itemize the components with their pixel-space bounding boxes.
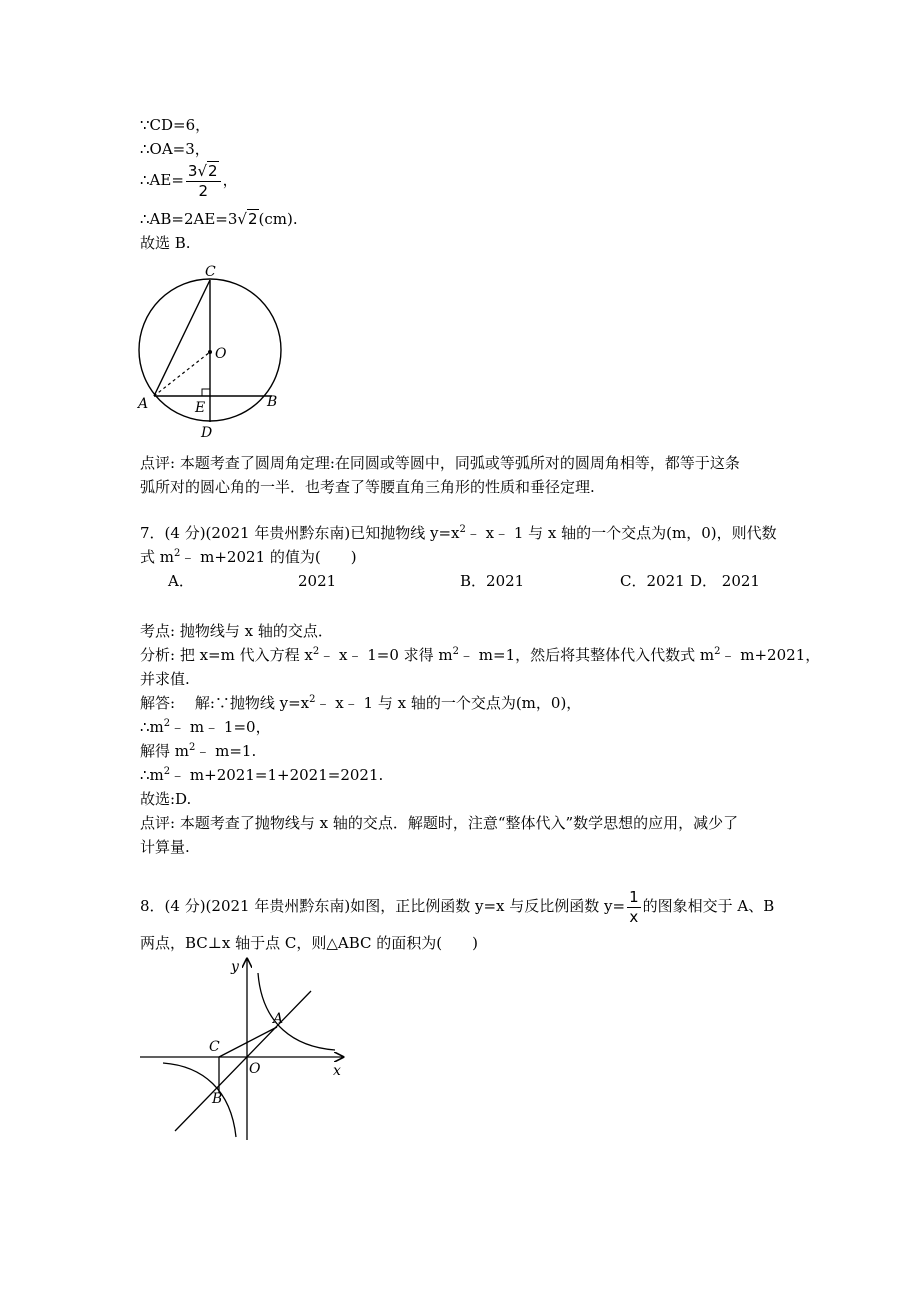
step-1-a: ∴m — [140, 718, 164, 736]
sqrt-symbol: √2 — [237, 210, 258, 228]
q7-stem-d: 式 m — [140, 548, 174, 566]
solution-line-oa: ∴OA=3， — [140, 140, 210, 158]
ab-radicand: 2 — [247, 210, 258, 228]
step-4-answer: 故选:D. — [140, 790, 192, 808]
line-y-equals-x — [175, 991, 311, 1131]
q8-stem-line-2: 两点，BC⊥x 轴于点 C，则△ABC 的面积为( ) — [140, 934, 478, 952]
jieda-c: ﹣ x﹣ 1 与 x 轴的一个交点为(m，0)， — [315, 694, 582, 712]
q7-review-line-2: 计算量. — [140, 838, 190, 856]
label-y: y — [231, 959, 239, 975]
exponent: 2 — [189, 742, 196, 753]
exponent: 2 — [163, 718, 171, 729]
option-b: B．2021 — [460, 572, 525, 590]
ae-suffix: ， — [222, 171, 238, 189]
kaodian-line: 考点: 抛物线与 x 轴的交点． — [140, 622, 333, 640]
exponent: 2 — [312, 646, 320, 657]
exponent: 2 — [452, 646, 460, 657]
q7-stem-line-1 — [140, 522, 777, 544]
q8-stem-b: 的图象相交于 A、B — [642, 897, 775, 915]
q7-stem-a: 7．(4 分)(2021 年贵州黔东南)已知抛物线 y=x — [140, 524, 460, 542]
option-d: D． 2021 — [690, 572, 760, 590]
label-e: E — [195, 400, 206, 416]
review-line-1: 点评: 本题考查了圆周角定理:在同圆或等圆中，同弧或等弧所对的圆周角相等，都等于这条 — [140, 454, 740, 472]
solution-answer: 故选 B. — [140, 234, 191, 252]
fenxi-line-2: 并求值. — [140, 670, 190, 688]
review-line-2: 弧所对的圆心角的一半．也考查了等腰直角三角形的性质和垂径定理. — [140, 478, 595, 496]
right-angle-mark — [202, 389, 210, 396]
exponent: 2 — [459, 524, 466, 535]
step-2 — [140, 740, 256, 762]
solution-line-ae — [140, 160, 238, 201]
hyperbola-branch-2 — [163, 1063, 236, 1137]
jieda-line — [140, 692, 581, 714]
label-b: B — [267, 394, 278, 410]
fenxi-a: 分析: 把 x=m 代入方程 x — [140, 646, 313, 664]
exponent: 2 — [714, 646, 721, 657]
center-point — [208, 350, 212, 354]
q7-stem-line-2 — [140, 546, 357, 568]
ae-num-radicand: 2 — [208, 161, 218, 180]
step-3 — [140, 764, 383, 786]
step-1 — [140, 716, 271, 738]
label-d: D — [201, 425, 213, 441]
label-x: x — [333, 1063, 341, 1079]
label-c: C — [205, 264, 216, 280]
q7-review-line-1: 点评: 本题考查了抛物线与 x 轴的交点．解题时，注意“整体代入”数学思想的应用，减少了 — [140, 814, 739, 832]
step-2-c: ﹣ m=1. — [195, 742, 257, 760]
sqrt-symbol: √2 — [197, 161, 218, 180]
circle-figure — [132, 262, 292, 442]
step-1-c: ﹣ m﹣ 1=0， — [170, 718, 271, 736]
segment-ca — [219, 1027, 277, 1057]
jieda-a: 解答: 解:∵抛物线 y=x — [140, 694, 310, 712]
exponent: 2 — [163, 766, 171, 777]
fraction-denominator: x — [629, 907, 639, 926]
label-o: O — [249, 1061, 261, 1077]
q8-stem-line-1 — [140, 886, 774, 927]
q7-stem-e: ﹣ m+2021 的值为( ) — [180, 548, 357, 566]
label-a: A — [138, 396, 149, 412]
q8-fraction — [627, 888, 641, 927]
ab-suffix: (cm). — [258, 210, 298, 228]
fenxi-g: ﹣ m+2021， — [720, 646, 821, 664]
ae-num-coef: 3 — [187, 161, 198, 180]
q8-stem-a: 8．(4 分)(2021 年贵州黔东南)如图，正比例函数 y=x 与反比例函数 y= — [140, 897, 626, 915]
option-c: C．2021 — [620, 572, 685, 590]
fraction-numerator: 1 — [629, 887, 639, 906]
ae-denominator: 2 — [198, 181, 208, 200]
label-a: A — [273, 1011, 284, 1027]
solution-line-ab — [140, 208, 298, 230]
option-a-label: A． — [168, 572, 194, 590]
fenxi-line-1 — [140, 644, 820, 666]
label-o: O — [215, 346, 227, 362]
exponent: 2 — [309, 694, 316, 705]
solution-line-cd: ∵CD=6， — [140, 116, 211, 134]
exponent: 2 — [174, 548, 181, 559]
hyperbola-branch-1 — [258, 973, 335, 1050]
option-a-value: 2021 — [298, 572, 337, 590]
step-3-c: ﹣ m+2021=1+2021=2021. — [170, 766, 384, 784]
ae-prefix: ∴AE= — [140, 171, 184, 189]
ab-prefix: ∴AB=2AE=3 — [140, 210, 238, 228]
label-b: B — [212, 1091, 223, 1107]
ae-fraction — [186, 162, 221, 201]
step-2-a: 解得 m — [140, 742, 189, 760]
fenxi-c: ﹣ x﹣ 1=0 求得 m — [319, 646, 453, 664]
q7-stem-c: ﹣ x﹣ 1 与 x 轴的一个交点为(m，0)，则代数 — [465, 524, 777, 542]
fenxi-e: ﹣ m=1，然后将其整体代入代数式 m — [459, 646, 715, 664]
function-graph-figure — [135, 955, 350, 1145]
label-c: C — [209, 1039, 220, 1055]
step-3-a: ∴m — [140, 766, 164, 784]
